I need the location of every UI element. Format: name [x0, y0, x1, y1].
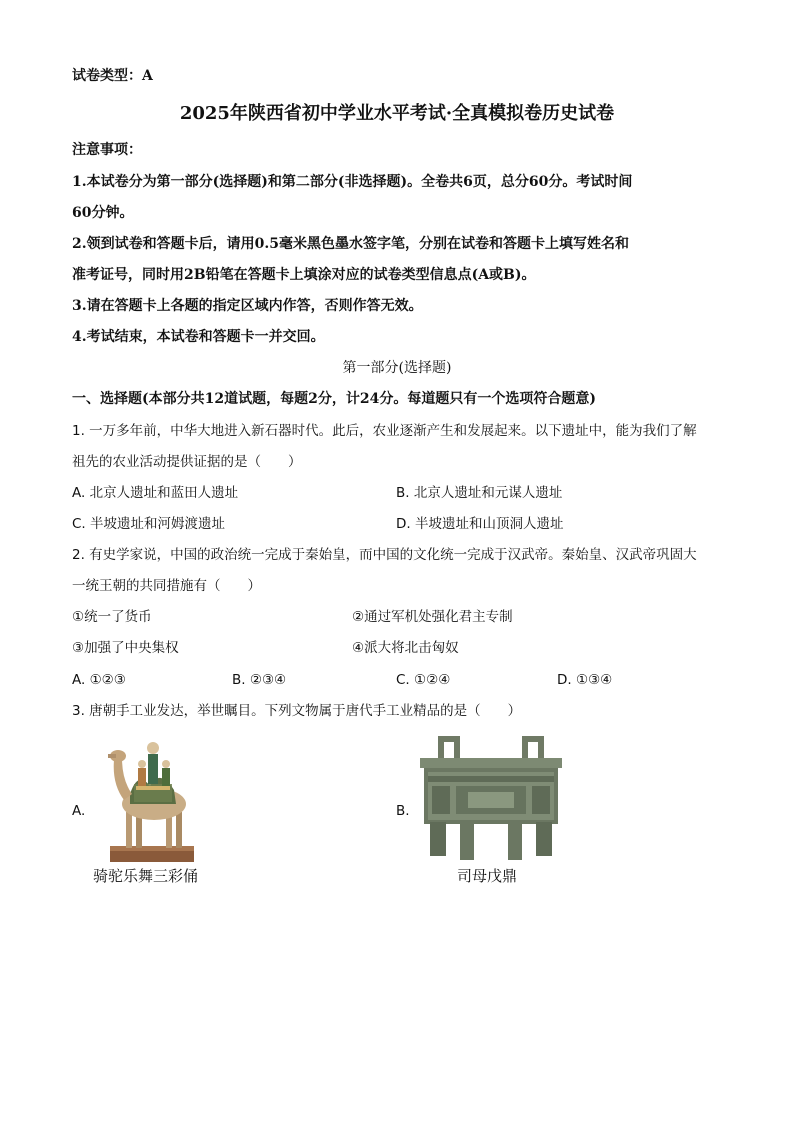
q3-option-b-caption: 司母戊鼎 — [457, 867, 518, 885]
q2-option-d: D. ①③④ — [557, 672, 613, 688]
q1-stem-cont: 祖先的农业活动提供证据的是（ ） — [72, 454, 302, 470]
notice-item-4: 4.考试结束，本试卷和答题卡一并交回。 — [72, 329, 325, 345]
q2-item-3: ③加强了中央集权 — [72, 640, 179, 656]
notice-heading: 注意事项： — [72, 142, 142, 158]
q1-option-d: D. 半坡遗址和山顶洞人遗址 — [396, 516, 564, 532]
q2-item-4: ④派大将北击匈奴 — [352, 640, 459, 656]
q3-option-a-label: A. — [72, 803, 86, 819]
camel-figurine-image — [104, 734, 200, 866]
notice-item-1: 1.本试卷分为第一部分(选择题)和第二部分(非选择题)。全卷共6页，总分60分。考试时间 — [72, 174, 633, 190]
paper-type: 试卷类型：A — [72, 68, 153, 84]
q1-option-b: B. 北京人遗址和元谋人遗址 — [396, 485, 563, 501]
q1-option-c: C. 半坡遗址和河姆渡遗址 — [72, 516, 226, 532]
notice-item-2: 2.领到试卷和答题卡后，请用0.5毫米黑色墨水签字笔，分别在试卷和答题卡上填写姓名和 — [72, 236, 629, 252]
q1-stem: 1. 一万多年前，中华大地进入新石器时代。此后，农业逐渐产生和发展起来。以下遗址中，能为我们了解 — [72, 423, 697, 439]
notice-item-2-cont: 准考证号，同时用2B铅笔在答题卡上填涂对应的试卷类型信息点(A或B)。 — [72, 267, 536, 283]
q2-stem: 2. 有史学家说，中国的政治统一完成于秦始皇，而中国的文化统一完成于汉武帝。秦始皇、汉武帝巩固大 — [72, 547, 697, 563]
q2-stem-cont: 一统王朝的共同措施有（ ） — [72, 578, 261, 594]
q2-option-b: B. ②③④ — [232, 672, 287, 688]
q2-option-a: A. ①②③ — [72, 672, 126, 688]
page-title: 2025年陕西省初中学业水平考试·全真模拟卷历史试卷 — [179, 103, 615, 124]
q1-option-a: A. 北京人遗址和蓝田人遗址 — [72, 485, 239, 501]
q2-item-2: ②通过军机处强化君主专制 — [352, 609, 513, 625]
q3-stem: 3. 唐朝手工业发达，举世瞩目。下列文物属于唐代手工业精品的是（ ） — [72, 703, 522, 719]
q3-option-b-label: B. — [396, 803, 410, 819]
q2-item-1: ①统一了货币 — [72, 609, 152, 625]
part1-heading: 第一部分(选择题) — [342, 360, 452, 376]
notice-item-3: 3.请在答题卡上各题的指定区域内作答，否则作答无效。 — [72, 298, 423, 314]
q2-option-c: C. ①②④ — [396, 672, 451, 688]
notice-item-1-cont: 60分钟。 — [72, 205, 134, 221]
section-heading: 一、选择题(本部分共12道试题，每题2分，计24分。每道题只有一个选项符合题意) — [72, 391, 596, 407]
q3-option-a-caption: 骑驼乐舞三彩俑 — [93, 867, 199, 885]
bronze-ding-image — [416, 734, 566, 864]
